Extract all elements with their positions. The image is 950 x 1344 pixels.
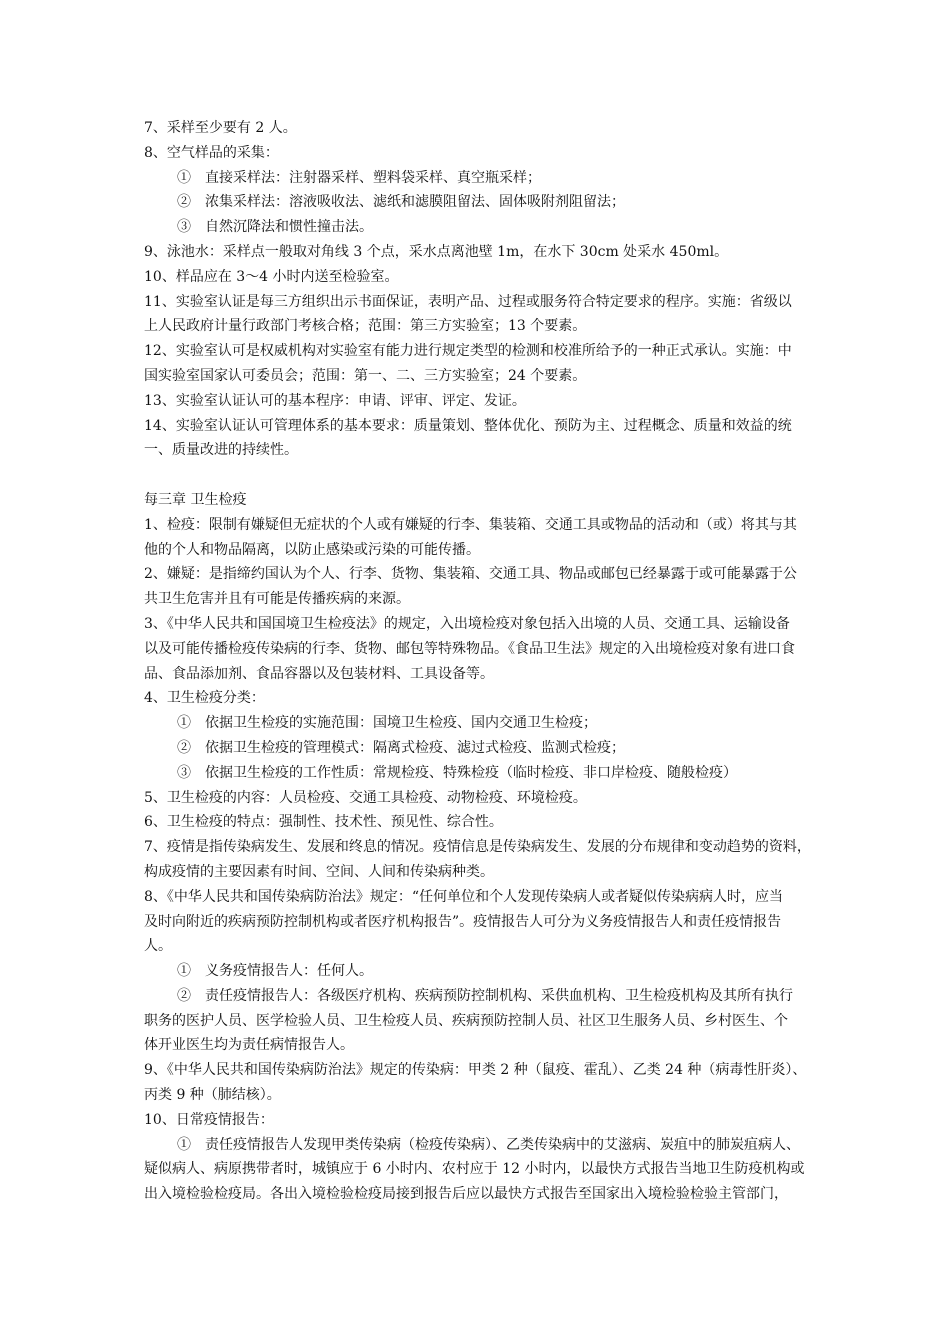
- text-line: 体开业医生均为责任病情报告人。: [144, 1037, 354, 1054]
- text-line: 9、泳池水：采样点一般取对角线 3 个点，采水点离池壁 1m，在水下 30cm 处采水 450ml。: [144, 243, 729, 260]
- text-line: 6、卫生检疫的特点：强制性、技术性、预见性、综合性。: [144, 814, 503, 831]
- list-item: ① 直接采样法：注射器采样、塑料袋采样、真空瓶采样；: [177, 169, 541, 186]
- text-line: 他的个人和物品隔离，以防止感染或污染的可能传播。: [144, 541, 480, 558]
- text-line: 10、样品应在 3～4 小时内送至检验室。: [144, 268, 399, 285]
- text-line: 7、采样至少要有 2 人。: [144, 120, 297, 136]
- text-line: 品、食品添加剂、食品容器以及包装材料、工具设备等。: [144, 665, 494, 682]
- text-line: 及时向附近的疾病预防控制机构或者医疗机构报告”。疫情报告人可分为义务疫情报告人和责任疫情报告: [144, 913, 782, 930]
- text-line: 10、日常疫情报告：: [144, 1111, 274, 1128]
- text-line: 国实验室国家认可委员会；范围：第一、二、三方实验室；24 个要素。: [144, 367, 587, 384]
- list-item: ③ 依据卫生检疫的工作性质：常规检疫、特殊检疫（临时检疫、非口岸检疫、随般检疫）: [177, 764, 737, 781]
- text-line: 1、检疫：限制有嫌疑但无症状的个人或有嫌疑的行李、集装箱、交通工具或物品的活动和（或）将其与其: [144, 516, 797, 533]
- list-item: ② 浓集采样法：溶液吸收法、滤纸和滤膜阻留法、固体吸附剂阻留法；: [177, 194, 625, 211]
- text-line: 以及可能传播检疫传染病的行李、货物、邮包等特殊物品。《食品卫生法》规定的入出境检疫对象有进口食: [144, 640, 795, 657]
- list-item: ② 依据卫生检疫的管理模式：隔离式检疫、滤过式检疫、监测式检疫；: [177, 739, 625, 756]
- text-line: 4、卫生检疫分类：: [144, 690, 265, 707]
- list-item: ③ 自然沉降法和惯性撞击法。: [177, 219, 373, 236]
- text-line: 出入境检验检疫局。各出入境检验检疫局接到报告后应以最快方式报告至国家出入境检验检验主管部门，: [144, 1186, 788, 1203]
- text-line: 11、实验室认证是每三方组织出示书面保证，表明产品、过程或服务符合特定要求的程序。实施：省级以: [144, 293, 792, 310]
- text-line: 丙类 9 种（肺结核）。: [144, 1087, 281, 1104]
- text-line: 3、《中华人民共和国国境卫生检疫法》的规定，入出境检疫对象包括入出境的人员、交通工具、运输设备: [144, 615, 790, 632]
- text-line: 9、《中华人民共和国传染病防治法》规定的传染病：甲类 2 种（鼠疫、霍乱）、乙类 24 种（病毒性肝炎）、: [144, 1062, 807, 1079]
- list-item: ① 义务疫情报告人：任何人。: [177, 963, 373, 980]
- text-line: 构成疫情的主要因素有时间、空间、人间和传染病种类。: [144, 863, 494, 880]
- text-line: 8、空气样品的采集：: [144, 144, 279, 161]
- list-item: ① 依据卫生检疫的实施范围：国境卫生检疫、国内交通卫生检疫；: [177, 715, 597, 732]
- text-line: 职务的医护人员、医学检验人员、卫生检疫人员、疾病预防控制人员、社区卫生服务人员、乡村医生、个: [144, 1012, 788, 1029]
- text-line: 12、实验室认可是权威机构对实验室有能力进行规定类型的检测和校准所给予的一种正式承认。实施：中: [144, 343, 792, 360]
- text-line: 疑似病人、病原携带者时，城镇应于 6 小时内、农村应于 12 小时内，以最快方式报告当地卫生防疫机构或: [144, 1161, 805, 1178]
- list-item: ② 责任疫情报告人：各级医疗机构、疾病预防控制机构、采供血机构、卫生检疫机构及其所有执行: [177, 987, 793, 1004]
- text-line: 一、质量改进的持续性。: [144, 442, 298, 459]
- text-line: 5、卫生检疫的内容：人员检疫、交通工具检疫、动物检疫、环境检疫。: [144, 789, 587, 806]
- text-line: 共卫生危害并且有可能是传播疾病的来源。: [144, 591, 410, 608]
- document-body: [144, 116, 820, 1207]
- text-line: 7、疫情是指传染病发生、发展和终息的情况。疫情信息是传染病发生、发展的分布规律和变动趋势的资料，: [144, 839, 811, 856]
- text-line: 人。: [144, 938, 172, 955]
- list-item: ① 责任疫情报告人发现甲类传染病（检疫传染病）、乙类传染病中的艾滋病、炭疽中的肺炭疽病人、: [177, 1136, 800, 1153]
- text-line: 2、嫌疑：是指缔约国认为个人、行李、货物、集装箱、交通工具、物品或邮包已经暴露于或可能暴露于公: [144, 566, 797, 583]
- text-line: 上人民政府计量行政部门考核合格；范围：第三方实验室；13 个要素。: [144, 318, 587, 335]
- text-line: 8、《中华人民共和国传染病防治法》规定：“任何单位和个人发现传染病人或者疑似传染病病人时，应当: [144, 888, 784, 905]
- text-line: 每三章 卫生检疫: [144, 491, 247, 508]
- text-line: 13、实验室认证认可的基本程序：申请、评审、评定、发证。: [144, 392, 526, 409]
- text-line: 14、实验室认证认可管理体系的基本要求：质量策划、整体优化、预防为主、过程概念、质量和效益的统: [144, 417, 792, 434]
- blank-line: [144, 463, 820, 488]
